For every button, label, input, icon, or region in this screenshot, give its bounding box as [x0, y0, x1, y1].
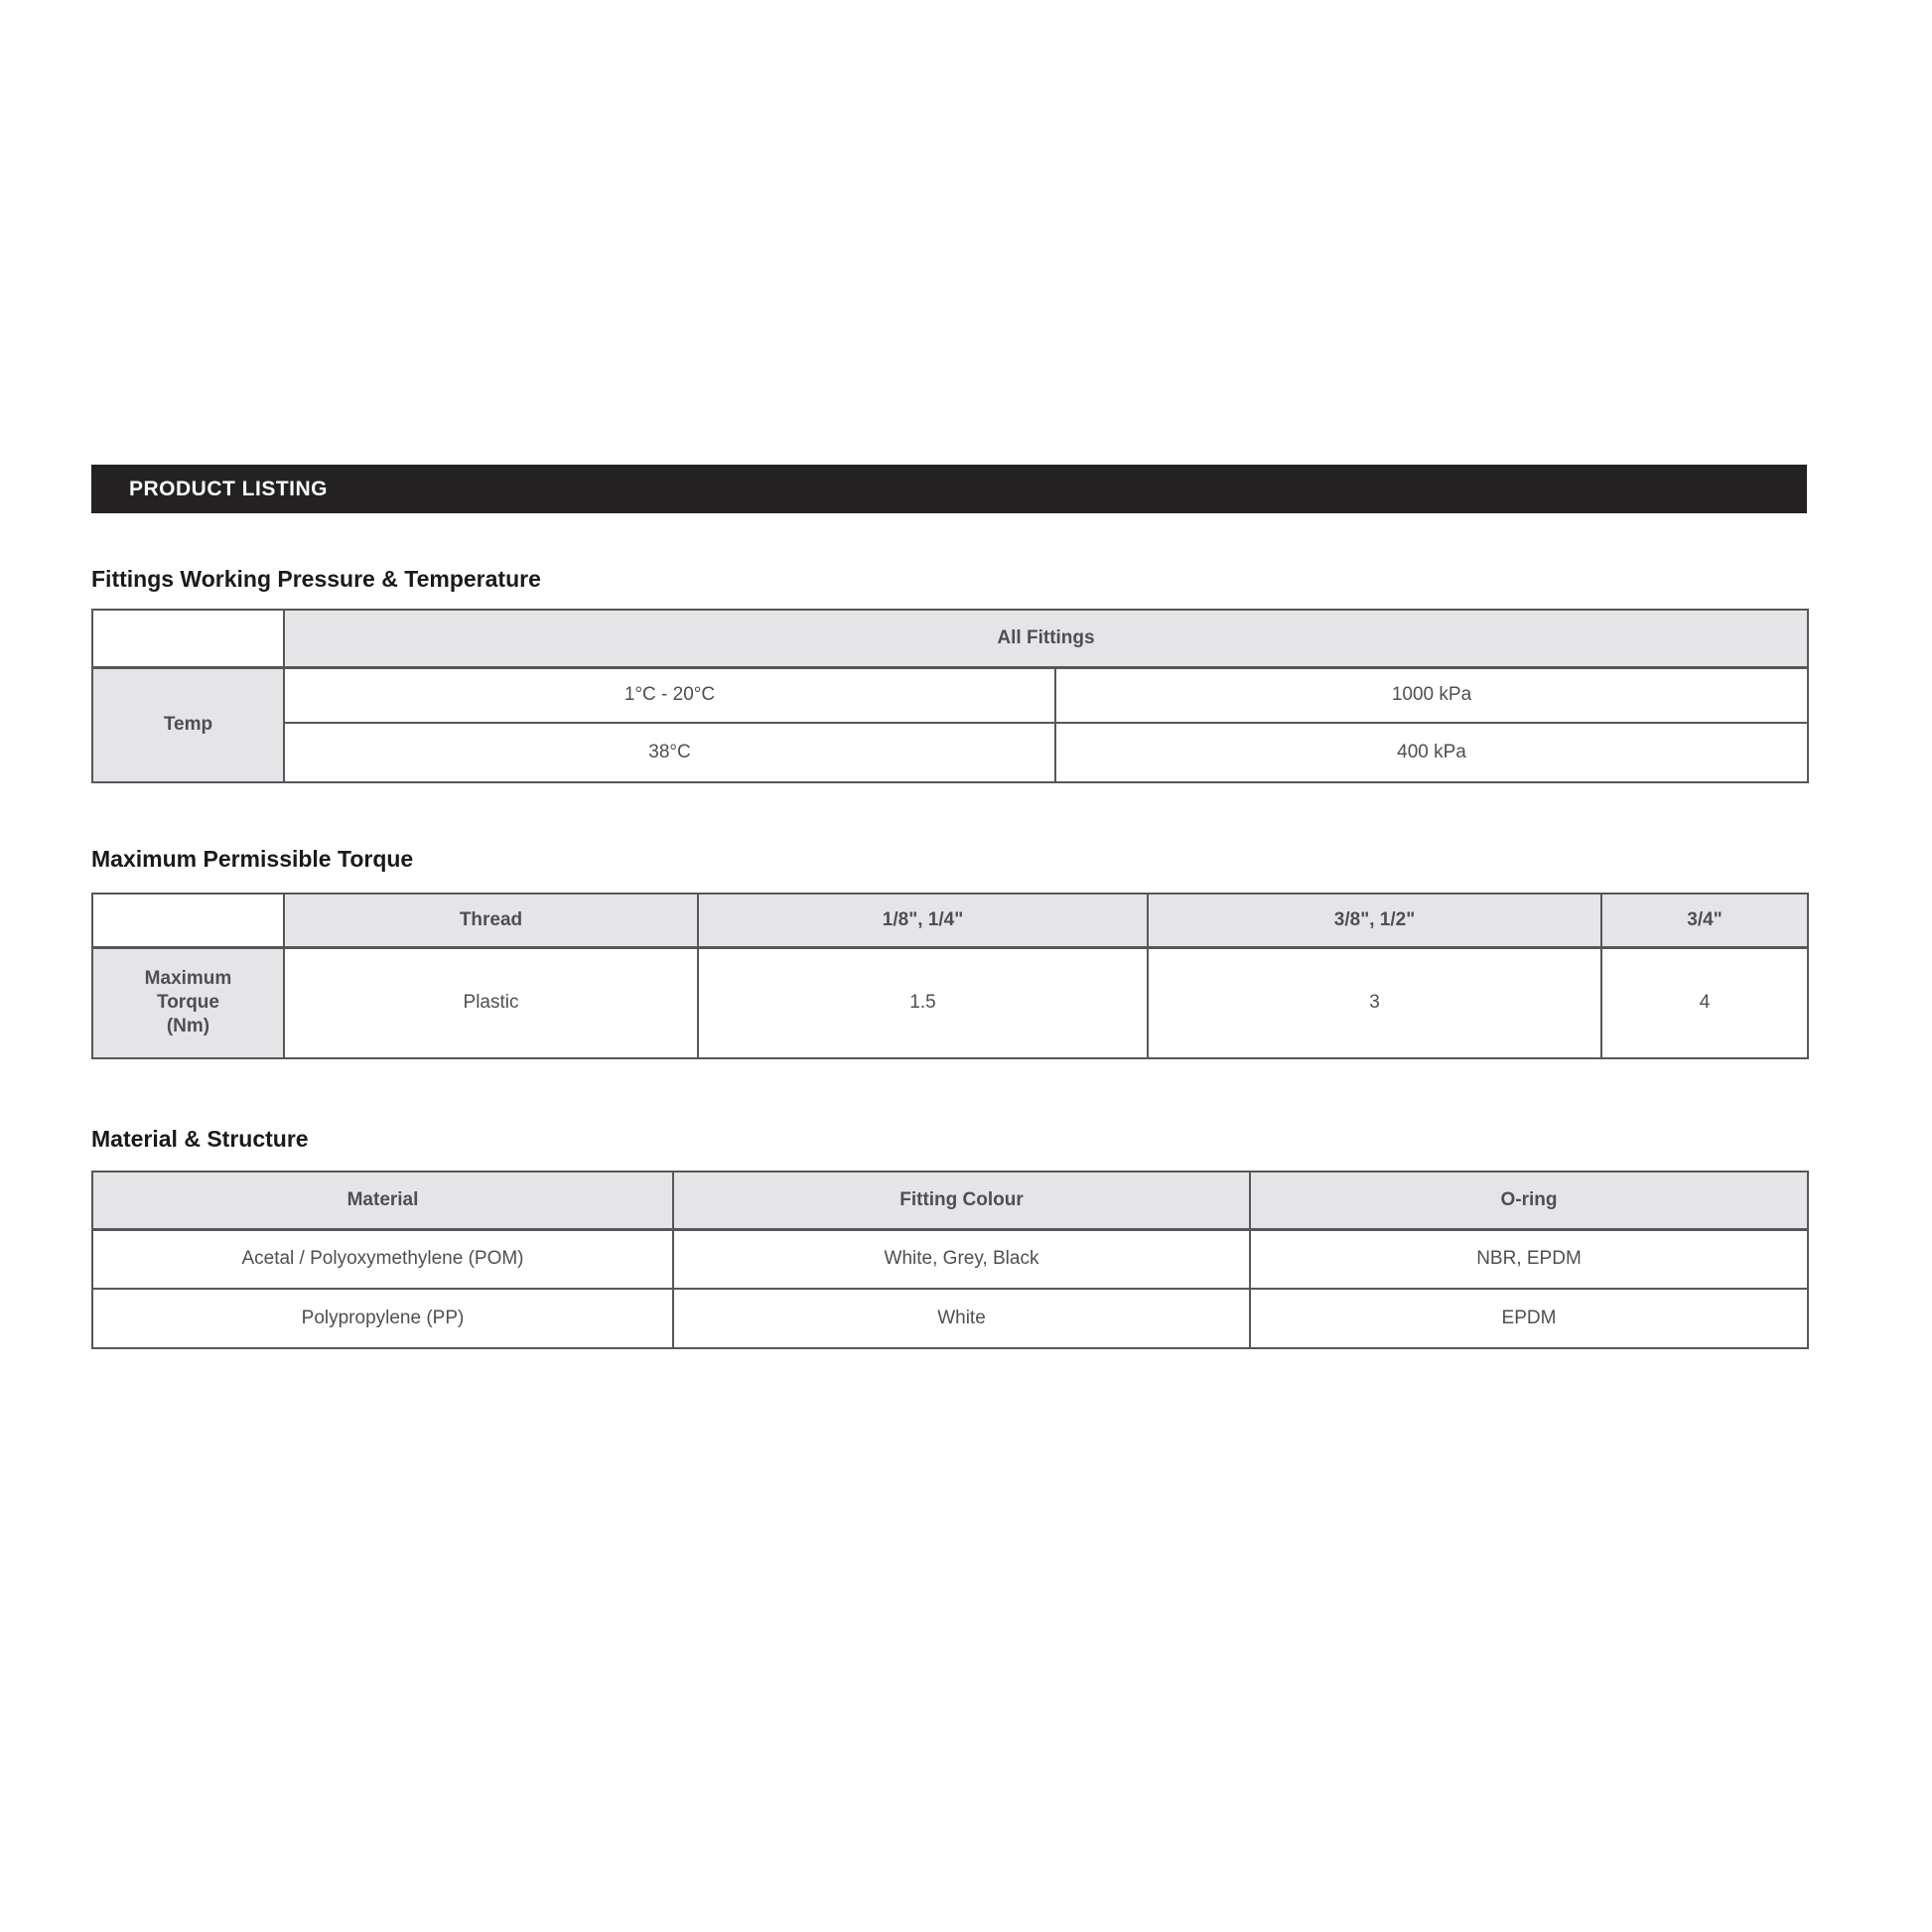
table-row: [92, 667, 1808, 723]
thread-header-cell: Thread: [284, 894, 698, 947]
section-heading-material-structure: Material & Structure: [91, 1126, 309, 1152]
material-header-cell: Material: [92, 1172, 673, 1229]
max-torque-row-label: [92, 947, 284, 1058]
row-label-line: Maximum: [144, 968, 232, 990]
size-header-cell: 3/8", 1/2": [1148, 894, 1601, 947]
table-header-row: [92, 1172, 1808, 1229]
fittings-pressure-temperature-table: [91, 609, 1809, 783]
size-header-cell: 1/8", 1/4": [698, 894, 1148, 947]
fitting-colour-cell: White, Grey, Black: [673, 1229, 1250, 1289]
o-ring-header-cell: O-ring: [1250, 1172, 1808, 1229]
section-heading-max-torque: Maximum Permissible Torque: [91, 846, 414, 872]
torque-value-cell: 3: [1148, 947, 1601, 1058]
row-label-line: Torque: [157, 992, 219, 1014]
material-type-cell: Plastic: [284, 947, 698, 1058]
table-header-row: [92, 894, 1808, 947]
temp-range-cell: 1°C - 20°C: [284, 667, 1055, 723]
temp-range-cell: 38°C: [284, 723, 1055, 782]
material-structure-table: [91, 1171, 1809, 1349]
torque-value-cell: 4: [1601, 947, 1808, 1058]
size-header-cell: 3/4": [1601, 894, 1808, 947]
maximum-permissible-torque-table: [91, 893, 1809, 1059]
corner-cell: [92, 894, 284, 947]
table-row: [92, 947, 1808, 1058]
corner-cell: [92, 610, 284, 667]
temp-row-label: Temp: [92, 667, 284, 782]
o-ring-cell: NBR, EPDM: [1250, 1229, 1808, 1289]
table-row: [92, 1289, 1808, 1348]
section-heading-pressure-temperature: Fittings Working Pressure & Temperature: [91, 566, 541, 592]
table-header-row: [92, 610, 1808, 667]
torque-value-cell: 1.5: [698, 947, 1148, 1058]
page-content: [91, 465, 1807, 1349]
pressure-value-cell: 400 kPa: [1055, 723, 1808, 782]
pressure-value-cell: 1000 kPa: [1055, 667, 1808, 723]
material-cell: Polypropylene (PP): [92, 1289, 673, 1348]
row-label-line: (Nm): [166, 1016, 210, 1037]
table-row: [92, 1229, 1808, 1289]
fitting-colour-cell: White: [673, 1289, 1250, 1348]
banner-title: PRODUCT LISTING: [129, 477, 328, 500]
fitting-colour-header-cell: Fitting Colour: [673, 1172, 1250, 1229]
o-ring-cell: EPDM: [1250, 1289, 1808, 1348]
all-fittings-header-cell: All Fittings: [284, 610, 1808, 667]
product-listing-banner: [91, 465, 1807, 513]
table-row: [92, 723, 1808, 782]
material-cell: Acetal / Polyoxymethylene (POM): [92, 1229, 673, 1289]
